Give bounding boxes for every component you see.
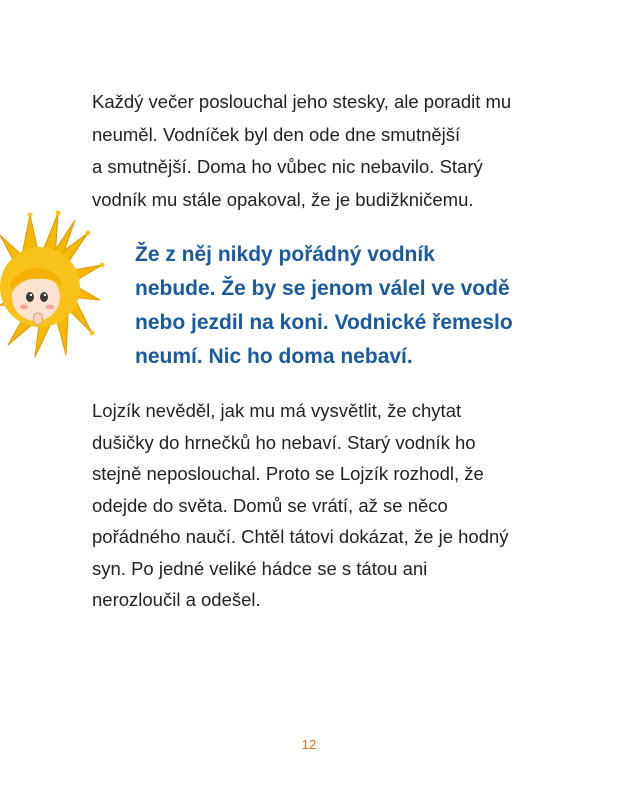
text-line: Každý večer poslouchal jeho stesky, ale poradit mu	[92, 91, 512, 112]
text-line: nerozloučil a odešel.	[92, 589, 261, 610]
quote-line: neumí. Nic ho doma nebaví.	[135, 345, 413, 368]
highlighted-quote	[135, 238, 575, 374]
quote-line: Že z něj nikdy pořádný vodník	[135, 243, 435, 266]
text-line: vodník mu stále opakoval, že je budižkničemu.	[92, 188, 474, 210]
sun-character-illustration	[0, 205, 105, 365]
quote-line: nebude. Že by se jenom válel ve vodě	[135, 277, 510, 300]
text-line: stejně neposlouchal. Proto se Lojzík rozhodl, že	[92, 463, 484, 484]
sun-icon	[0, 205, 105, 365]
text-line: pořádného naučí. Chtěl tátovi dokázat, že je hodný	[92, 526, 509, 547]
page-number: 12	[301, 737, 317, 752]
quote-line: nebo jezdil na koni. Vodnické řemeslo	[135, 311, 513, 334]
text-line: syn. Po jedné veliké hádce se s tátou ani	[92, 557, 428, 579]
paragraph-intro	[92, 86, 562, 216]
text-line: neuměl. Vodníček byl den ode dne smutnější	[92, 123, 461, 145]
paragraph-continuation	[92, 395, 562, 616]
text-line: a smutnější. Doma ho vůbec nic nebavilo. Starý	[92, 156, 483, 177]
text-line: dušičky do hrnečků ho nebaví. Starý vodník ho	[92, 431, 476, 453]
text-line: odejde do světa. Domů se vrátí, až se něco	[92, 494, 448, 516]
text-line: Lojzík nevěděl, jak mu má vysvětlit, že chytat	[92, 400, 462, 421]
